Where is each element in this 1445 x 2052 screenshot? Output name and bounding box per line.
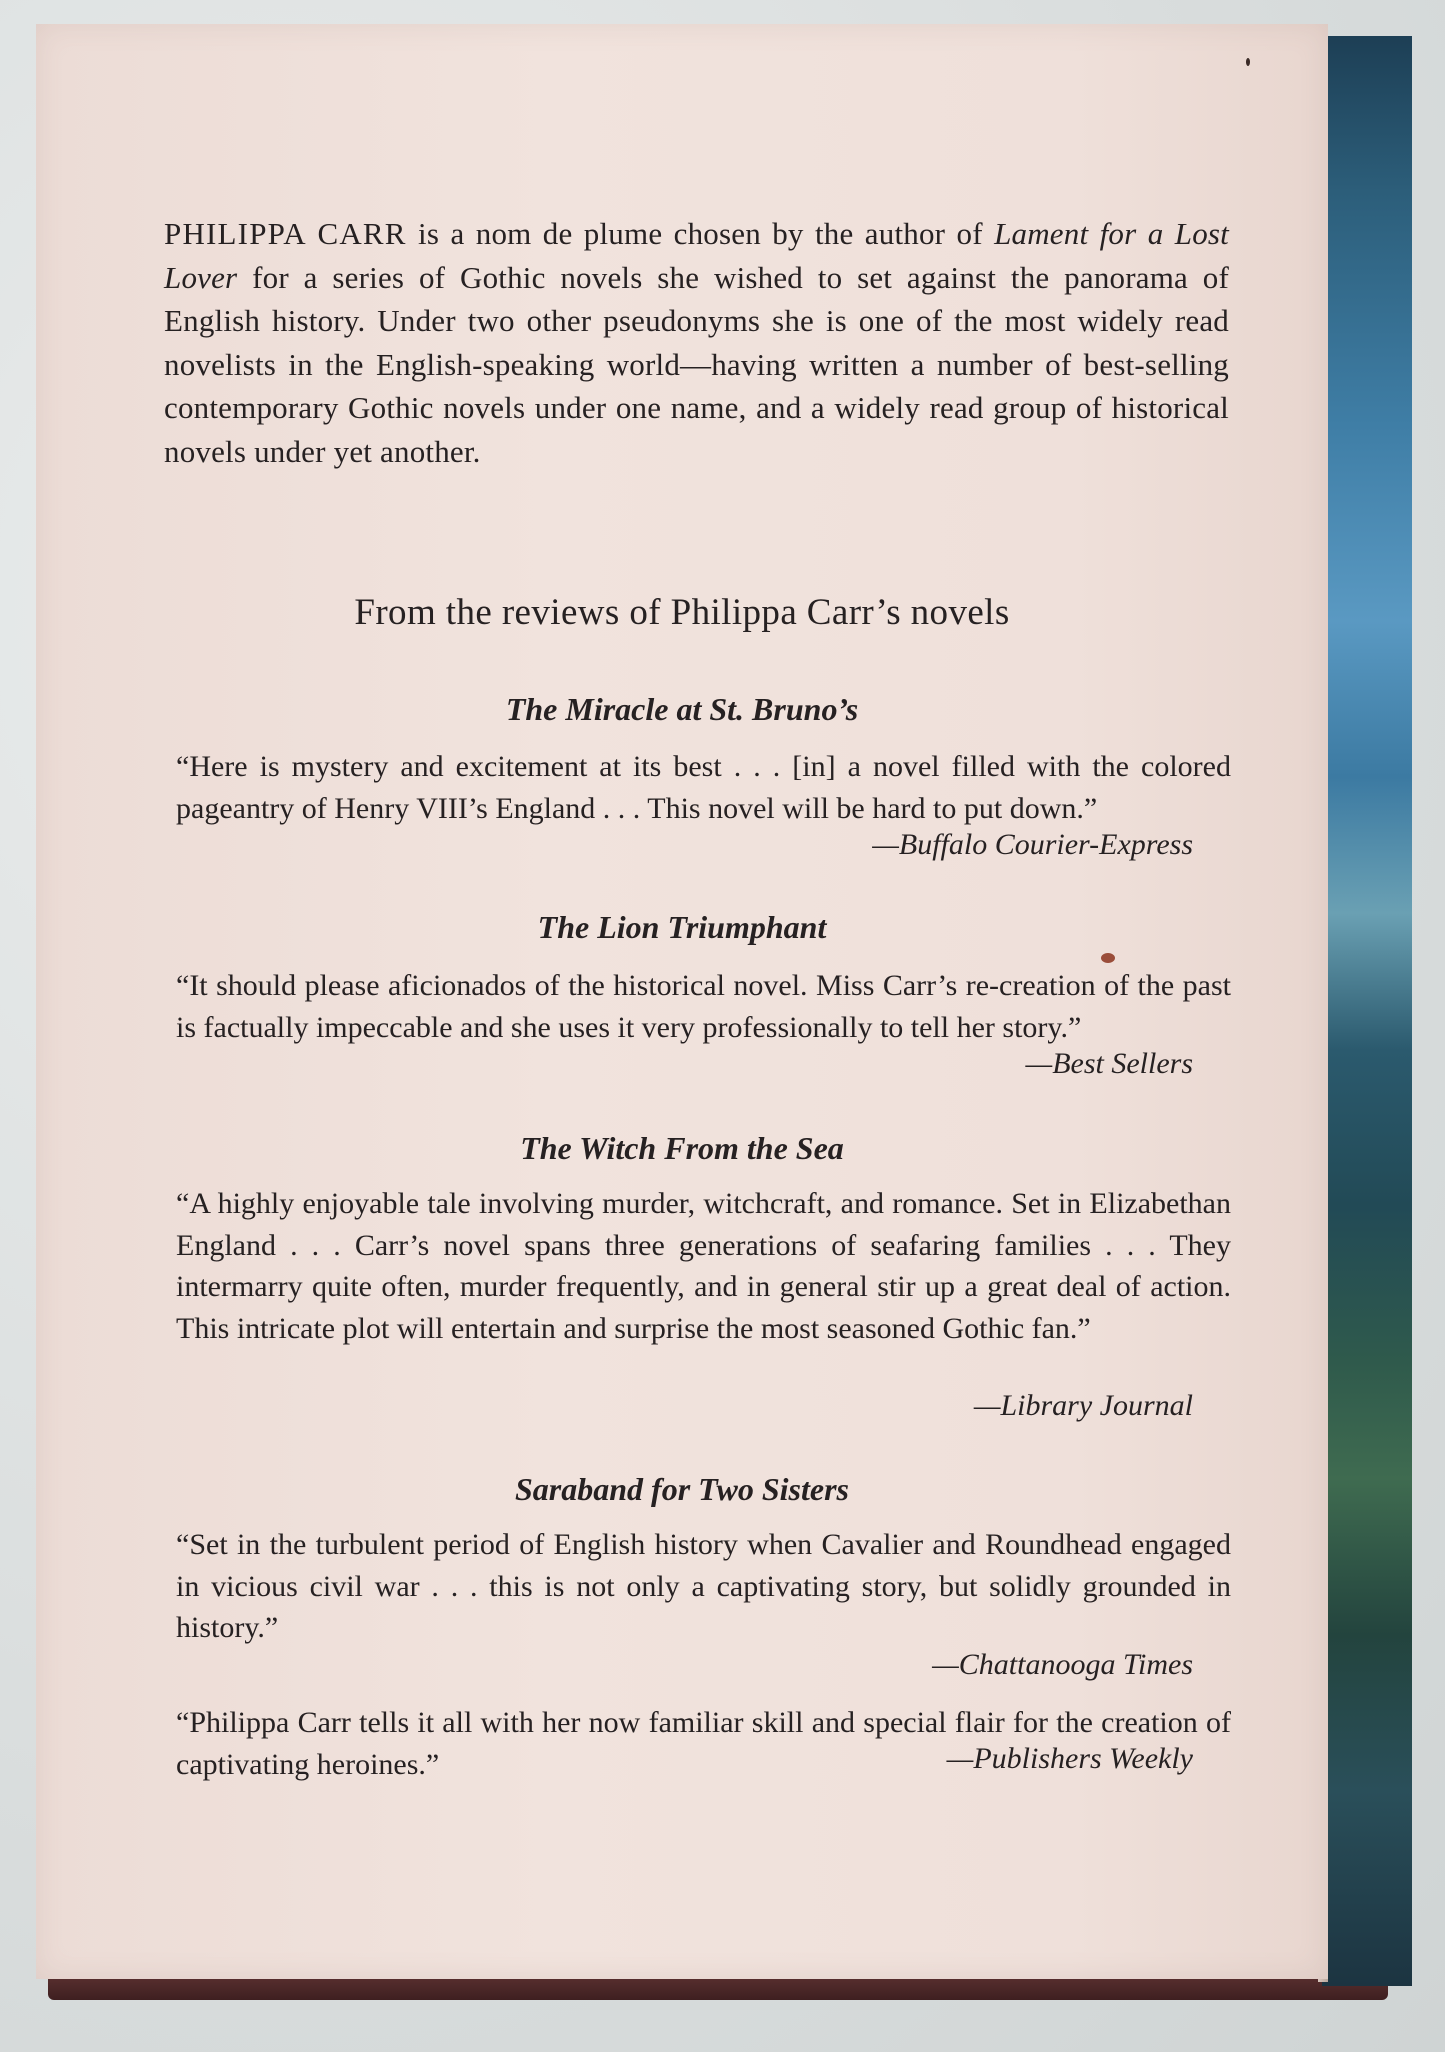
review-source: —Best Sellers [1025,1047,1193,1080]
book-back-cover [36,24,1396,1984]
author-bio [164,212,1229,473]
author-name: PHILIPPA CARR [164,216,407,251]
review-book-title: The Witch From the Sea [520,1130,844,1166]
bio-text-2: for a series of Gothic novels she wished to set against the panorama of English history. Under two other pseudonyms she is one of the most widely read novelists in the English-speaking world—having written a number of best-selling contemporary Gothic novels under one name, and a widely read group of historical novels under yet another. [164,259,1229,469]
jacket-blemish [1246,58,1250,66]
review-quote: “Here is mystery and excitement at its best . . . [in] a novel filled with the colored pageantry of Henry VIII’s England . . . This novel will be hard to put down.” [176,750,1231,825]
review-quote: “Philippa Carr tells it all with her now familiar skill and special flair for the creation of captivating heroines.” [176,1706,1231,1781]
review-quote: “It should please aficionados of the historical novel. Miss Carr’s re-creation of the past is factually impeccable and she uses it very professionally to tell her story.” [176,969,1231,1044]
reviews-heading: From the reviews of Philippa Carr’s novels [354,592,1010,633]
review-book-title: The Lion Triumphant [537,909,827,945]
review-source: —Library Journal [973,1389,1193,1422]
review-quote: “A highly enjoyable tale involving murder, witchcraft, and romance. Set in Elizabethan England . . . Carr’s novel spans three generations of seafaring families . . . They intermarry quite often, murder frequently, and in general stir up a great deal of action. This intricate plot will entertain and surprise the most seasoned Gothic fan.” [176,1187,1231,1345]
bio-book-title: Lament for a Lost Lover [164,216,1229,295]
jacket-blemish [1101,953,1115,963]
review-source: —Publishers Weekly [946,1742,1193,1775]
dust-jacket-back [36,24,1328,1979]
review-source: —Buffalo Courier-Express [872,828,1193,861]
book-spine [1322,36,1412,1986]
review-source: —Chattanooga Times [932,1648,1193,1681]
review-book-title: The Miracle at St. Bruno’s [505,691,859,727]
review-book-title: Saraband for Two Sisters [515,1471,849,1507]
bio-text-1: is a nom de plume chosen by the author of [406,216,995,251]
review-quote: “Set in the turbulent period of English history when Cavalier and Roundhead engaged in vicious civil war . . . this is not only a captivating story, but solidly grounded in history.” [176,1528,1231,1644]
